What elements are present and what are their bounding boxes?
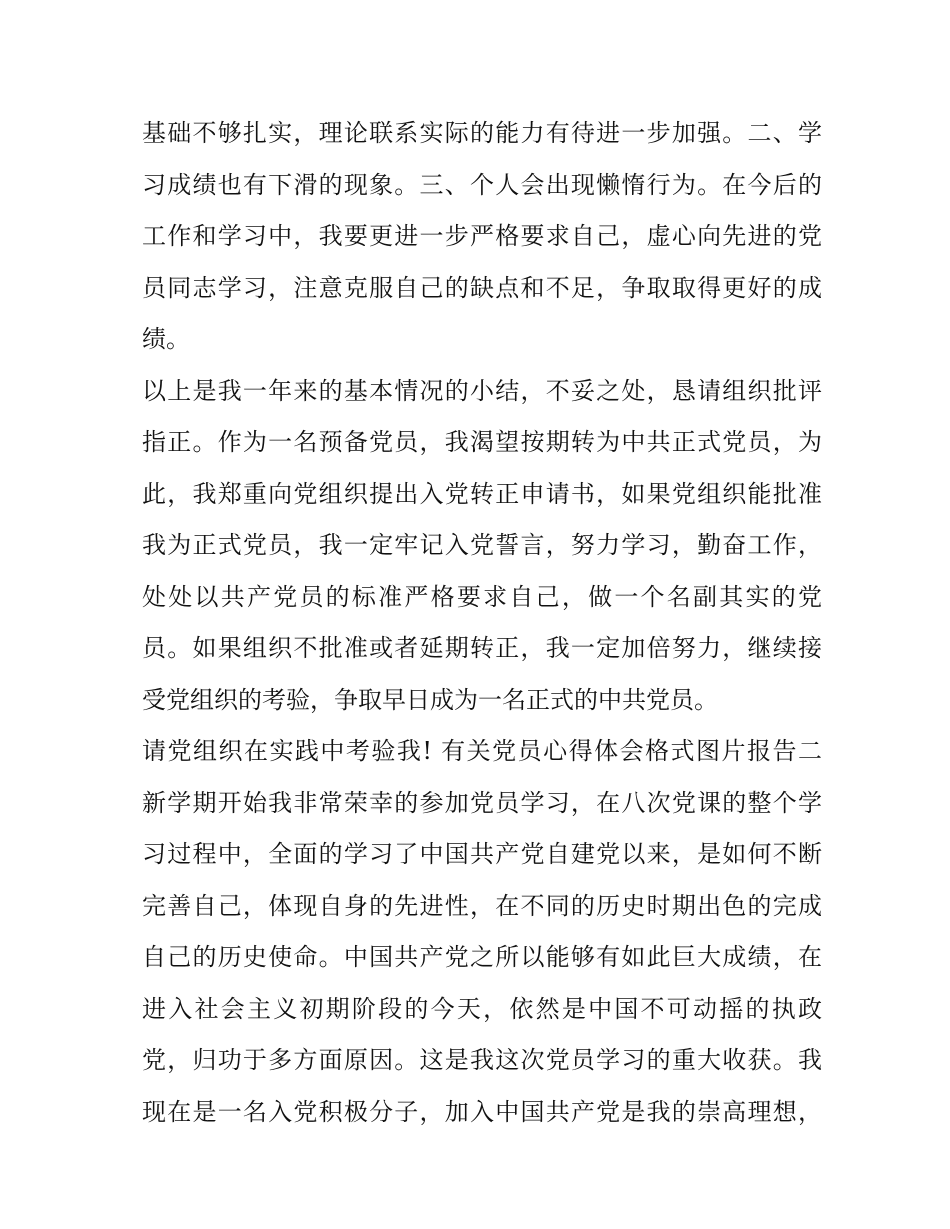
text-line-1: 基础不够扎实，理论联系实际的能力有待进一步加强。二、学 [142, 119, 822, 147]
text-line-18: 进入社会主义初期阶段的今天，依然是中国不可动摇的执政 [142, 994, 822, 1023]
text-line-11: 员。如果组织不批准或者延期转正，我一定加倍努力，继续接 [142, 634, 822, 662]
text-line-5: 绩。 [142, 325, 190, 353]
text-line-4: 员同志学习，注意克服自己的缺点和不足，争取取得更好的成 [142, 273, 822, 302]
text-line-6: 以上是我一年来的基本情况的小结，不妥之处，恳请组织批评 [142, 376, 822, 405]
document-body [142, 108, 822, 1138]
text-line-12: 受党组织的考验，争取早日成为一名正式的中共党员。 [142, 685, 718, 714]
text-line-7: 指正。作为一名预备党员，我渴望按期转为中共正式党员，为 [142, 428, 822, 456]
text-line-17: 自己的历史使命。中国共产党之所以能够有如此巨大成绩，在 [142, 943, 822, 971]
text-line-9: 我为正式党员，我一定牢记入党誓言，努力学习，勤奋工作， [142, 531, 822, 559]
text-line-13: 请党组织在实践中考验我! 有关党员心得体会格式图片报告二 [142, 737, 822, 765]
text-line-20: 现在是一名入党积极分子，加入中国共产党是我的崇高理想， [142, 1097, 822, 1126]
text-line-16: 完善自己，体现自身的先进性，在不同的历史时期出色的完成 [142, 891, 822, 920]
text-line-3: 工作和学习中，我要更进一步严格要求自己，虚心向先进的党 [142, 222, 822, 250]
text-line-10: 处处以共产党员的标准严格要求自己，做一个名副其实的党 [142, 582, 822, 611]
text-line-15: 习过程中，全面的学习了中国共产党自建党以来，是如何不断 [142, 840, 822, 868]
text-line-14: 新学期开始我非常荣幸的参加党员学习，在八次党课的整个学 [142, 788, 822, 817]
text-line-2: 习成绩也有下滑的现象。三、个人会出现懒惰行为。在今后的 [142, 170, 822, 199]
text-line-8: 此，我郑重向党组织提出入党转正申请书，如果党组织能批准 [142, 479, 822, 508]
text-line-19: 党，归功于多方面原因。这是我这次党员学习的重大收获。我 [142, 1046, 822, 1074]
